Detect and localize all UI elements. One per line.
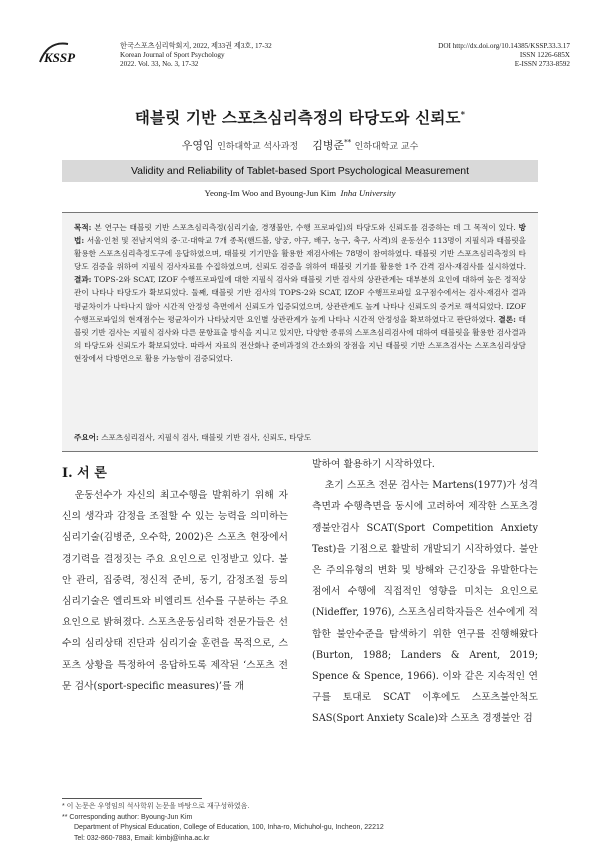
author2-mark: ** <box>344 138 351 146</box>
footnotes <box>62 802 538 844</box>
journal-kr: 한국스포츠심리학회지, 2022, 제33권 제3호, 17-32 <box>120 42 272 51</box>
authors-kr <box>0 137 600 153</box>
paper-title-en: Validity and Reliability of Tablet-based Sport Psychological Measurement <box>62 160 538 182</box>
abstract: 목적: 본 연구는 태블릿 기반 스포츠심리측정(심리기술, 경쟁불안, 수행 프로파일)의 타당도와 신뢰도를 검증하는 데 그 목적이 있다. 방법: 서울·인천 및 전남지역의 중·고·대학교 7개 종목(핸드볼, 양궁, 야구, 배구, 농구, 축구, 사격)의 운동선수 113명이 지필식과 태블릿을 활용한 스포츠심리측정도구에 응답하였으며, 태블릿 기기만을 활용한 재검사에는 78명이 참여하였다. 태블릿 기반 스포츠심리측정의 타당도 검증을 위하여 지필식 검사자료를 수집하였으며, 신뢰도 검증을 위하여 태블릿 기기를 활용한 1주 간격 검사-재검사를 실시하였다. 결과: TOPS-2와 SCAT, IZOF 수행프로파일에 대한 지필식 검사와 태블릿 기반 검사의 상관관계는 대부분의 요인에 대하여 높은 정적상관이 나타나 타당도가 확보되었다. 둘째, 태블릿 기반 검사의 TOPS-2와 SCAT, IZOF 수행프로파일 요구점수에서는 검사-재검사 결과 평균차이가 나타나지 않아 시간적 안정성 측면에서 신뢰도가 입증되었으며, 상관관계도 높게 나타나 신뢰도의 증거로 해석되었다. IZOF 수행프로파일의 현재점수는 평균차이가 나타났지만 요인별 상관관계가 높게 나타나 시간적 안정성을 확보하였다고 판단하였다. 결론: 태블릿 기반 검사는 지필식 검사와 다른 문항표출 방식을 지니고 있지만, 다양한 종류의 스포츠심리검사에 대하여 태블릿을 활용한 검사결과의 타당도와 신뢰도가 확보되었다. 따라서 자료의 전산화나 준비과정의 간소화의 장점을 지닌 태블릿 기반 스포츠검사는 스포츠심리상담 현장에서 다방면으로 활용 가능함이 검증되었다. <box>74 221 526 365</box>
journal-info <box>120 42 272 69</box>
footnote-contact: Tel: 032-860-7883, Email: kimbj@inha.ac.kr <box>62 834 538 844</box>
paragraph: 초기 스포츠 전문 검사는 Martens(1977)가 성격측면과 수행측면을 동시에 고려하여 제작한 스포츠경쟁불안검사 SCAT(Sport Competition Anxiety Test)을 기점으로 활발히 개발되기 시작하였다. 불안은 주의유형의 변화 및 방해와 근긴장을 유발한다는 점에서 수행에 직접적인 영향을 미치는 요인으로(Nideffer, 1976), 스포츠심리학자들은 선수에게 적합한 불안수준을 탐색하기 위한 연구를 진행해왔다(Burton, 1988; Landers & Arent, 2019; Spence & Spence, 1966). 이와 같은 지속적인 연구를 토대로 SCAT 이후에도 스포츠불안척도 SAS(Sport Anxiety Scale)와 스포츠 경쟁불안 검 <box>312 475 538 729</box>
paragraph: 운동선수가 자신의 최고수행을 발휘하기 위해 자신의 생각과 감정을 조절할 수 있는 능력을 의미하는 심리기술(김병준, 오수학, 2002)은 스포츠 현장에서 경기력을 결정짓는 주요 요인으로 인정받고 있다. 불안 관리, 집중력, 정신적 준비, 동기, 감정조절 등의 심리기술은 엘리트와 비엘리트 선수를 구분하는 주요요인으로 밝혀졌다. 스포츠운동심리학 전문가들은 선수의 심리상태 진단과 심리기술 훈련을 목적으로, 스포츠 상황을 특정하여 응답하도록 제작된 ‘스포츠 전문 검사(sport-specific measures)’를 개 <box>62 485 288 697</box>
authors-en: Yeong-Im Woo and Byoung-Jun Kim Inha University <box>0 188 600 198</box>
footnote-2: ** Corresponding author: Byoung-Jun Kim <box>62 813 538 824</box>
issn: ISSN 1226-685X <box>438 51 570 60</box>
author1-name: 우영임 <box>182 139 214 152</box>
author2-role: 인하대학교 교수 <box>355 142 419 152</box>
eissn: E-ISSN 2733-8592 <box>438 60 570 69</box>
footnote-divider <box>62 798 202 799</box>
journal-logo <box>38 40 90 68</box>
left-column <box>62 485 288 697</box>
right-column <box>312 454 538 730</box>
logo-text: KSSP <box>43 50 76 65</box>
doi-link[interactable]: DOI http://dx.doi.org/10.14385/KSSP.33.3.17 <box>438 42 570 51</box>
section-title: I. 서 론 <box>62 462 107 481</box>
paper-title-kr: 태블릿 기반 스포츠심리측정의 타당도와 신뢰도* <box>0 106 600 128</box>
journal-volume: 2022. Vol. 33, No. 3, 17-32 <box>120 60 272 69</box>
footnote-address: Department of Physical Education, College of Education, 100, Inha-ro, Michuhol-gu, Incheon, 22212 <box>62 823 538 834</box>
doi-info <box>438 42 570 69</box>
author2-name: 김병준 <box>312 139 344 152</box>
title-footnote-mark: * <box>461 109 465 119</box>
affiliation-en: Inha University <box>341 188 396 198</box>
journal-en: Korean Journal of Sport Psychology <box>120 51 272 60</box>
author1-role: 인하대학교 석사과정 <box>217 142 298 152</box>
footnote-1: * 이 논문은 우영임의 석사학위 논문을 바탕으로 재구성하였음. <box>62 802 538 813</box>
paragraph: 발하여 활용하기 시작하였다. <box>312 454 538 475</box>
keywords: 주요어: 스포츠심리검사, 지필식 검사, 태블릿 기반 검사, 신뢰도, 타당도 <box>74 432 526 444</box>
